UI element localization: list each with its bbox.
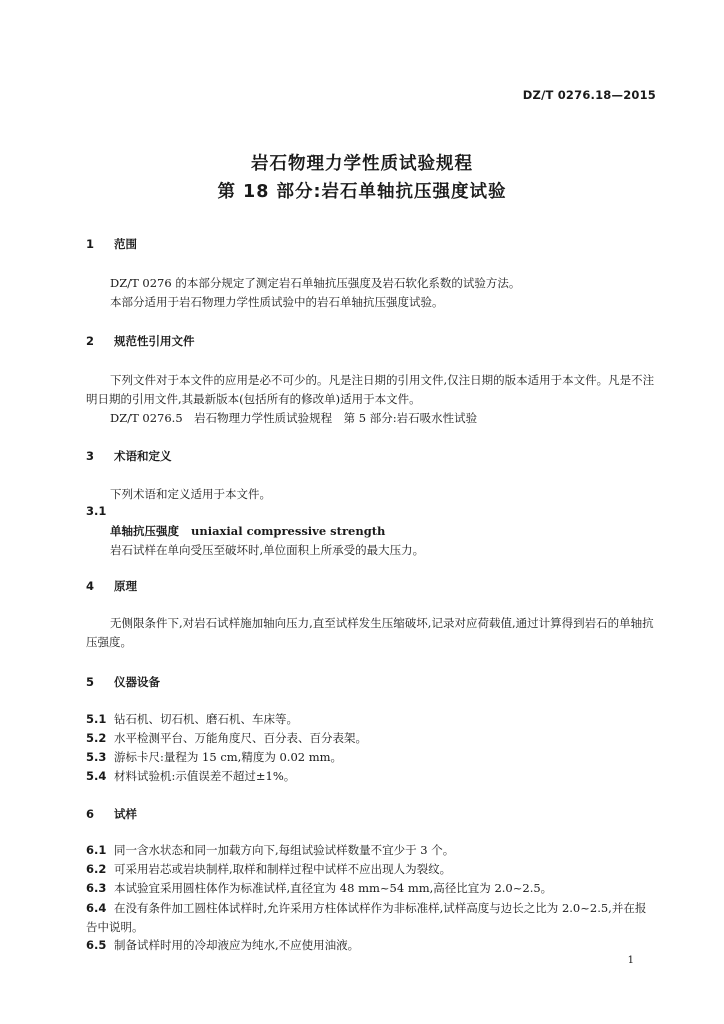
section-title: 仪器设备: [114, 675, 160, 689]
item-number: 6.3: [86, 881, 107, 895]
section-number: 1: [86, 237, 95, 251]
item-number: 5.2: [86, 731, 107, 745]
item-text: 在没有条件加工圆柱体试样时,允许采用方柱体试样作为非标准样,试样高度与边长之比为 2.0~2.5,并在报告中说明。: [86, 901, 647, 934]
term-number: 3.1: [86, 504, 107, 518]
item-text: 钻石机、切石机、磨石机、车床等。: [114, 712, 298, 726]
section-title: 原理: [114, 579, 137, 593]
item-text: 同一含水状态和同一加载方向下,每组试验试样数量不宜少于 3 个。: [114, 843, 455, 857]
list-item: [86, 880, 552, 896]
list-item: [86, 899, 656, 937]
term-chinese: 单轴抗压强度: [110, 524, 179, 538]
section-title: 规范性引用文件: [114, 334, 195, 348]
item-text: 制备试样时用的冷却液应为纯水,不应使用油液。: [114, 938, 360, 952]
normative-reference: DZ/T 0276.5 岩石物理力学性质试验规程 第 5 部分:岩石吸水性试验: [110, 411, 478, 425]
section-number: 2: [86, 334, 95, 348]
list-item: [86, 730, 367, 746]
section-6-heading: [86, 806, 137, 822]
item-text: 本试验宜采用圆柱体作为标准试样,直径宜为 48 mm~54 mm,高径比宜为 2.0~2.5。: [114, 881, 553, 895]
item-text: 材料试验机:示值误差不超过±1%。: [114, 769, 296, 783]
section-1-heading: [86, 236, 137, 252]
item-number: 5.4: [86, 769, 107, 783]
list-item: [86, 711, 298, 727]
section-5-heading: [86, 674, 160, 690]
paragraph: 下列术语和定义适用于本文件。: [110, 487, 271, 501]
document-code: DZ/T 0276.18—2015: [522, 88, 656, 102]
section-2-heading: [86, 333, 195, 349]
item-number: 6.4: [86, 901, 107, 915]
item-number: 6.5: [86, 938, 107, 952]
section-title: 范围: [114, 237, 137, 251]
item-text: 游标卡尺:量程为 15 cm,精度为 0.02 mm。: [114, 750, 343, 764]
section-3-heading: [86, 448, 172, 464]
section-number: 5: [86, 675, 95, 689]
paragraph: DZ/T 0276 的本部分规定了测定岩石单轴抗压强度及岩石软化系数的试验方法。: [110, 276, 521, 290]
paragraph: 本部分适用于岩石物理力学性质试验中的岩石单轴抗压强度试验。: [110, 295, 444, 309]
list-item: [86, 937, 359, 953]
item-number: 5.1: [86, 712, 107, 726]
term-english: uniaxial compressive strength: [191, 524, 386, 538]
section-title: 术语和定义: [114, 449, 172, 463]
paragraph: 无侧限条件下,对岩石试样施加轴向压力,直至试样发生压缩破坏,记录对应荷载值,通过计算得到岩石的单轴抗压强度。: [86, 616, 654, 649]
doc-subtitle: 第 18 部分:岩石单轴抗压强度试验: [217, 182, 507, 202]
section-number: 3: [86, 449, 95, 463]
item-number: 5.3: [86, 750, 107, 764]
section-number: 4: [86, 579, 95, 593]
term-entry: [110, 522, 385, 541]
section-4-heading: [86, 578, 137, 594]
doc-title: 岩石物理力学性质试验规程: [251, 154, 473, 174]
section-title: 试样: [114, 807, 137, 821]
item-text: 水平检测平台、万能角度尺、百分表、百分表架。: [114, 731, 367, 745]
list-item: [86, 768, 295, 784]
item-text: 可采用岩芯或岩块制样,取样和制样过程中试样不应出现人为裂纹。: [114, 862, 452, 876]
section-number: 6: [86, 807, 95, 821]
item-number: 6.2: [86, 862, 107, 876]
list-item: [86, 749, 342, 765]
list-item: [86, 861, 451, 877]
paragraph: 下列文件对于本文件的应用是必不可少的。凡是注日期的引用文件,仅注日期的版本适用于本文件。凡是不注明日期的引用文件,其最新版本(包括所有的修改单)适用于本文件。: [86, 373, 655, 406]
term-definition: 岩石试样在单向受压至破坏时,单位面积上所承受的最大压力。: [110, 543, 425, 557]
item-number: 6.1: [86, 843, 107, 857]
list-item: [86, 842, 454, 858]
page-number: 1: [627, 955, 634, 966]
